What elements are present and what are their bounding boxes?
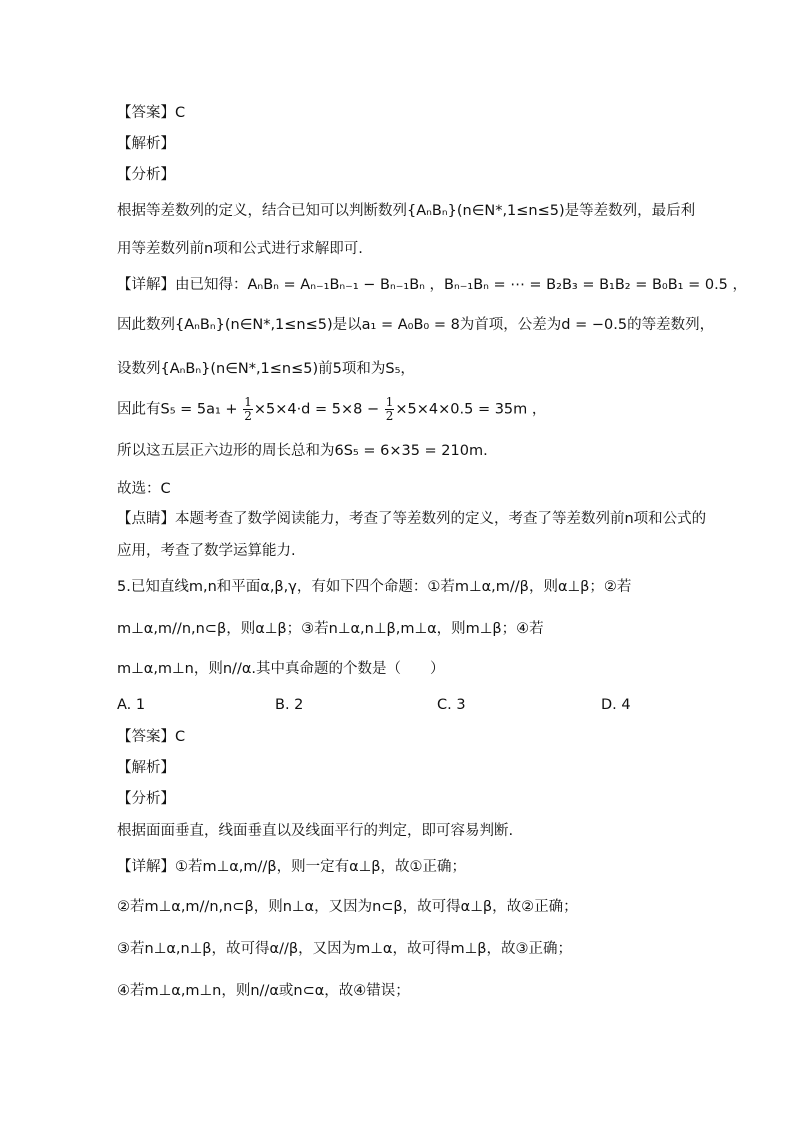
- option-c: C. 3: [437, 697, 466, 713]
- answer-label-2: 【答案】C: [117, 729, 186, 745]
- detail-text-1: 【详解】由已知得：AₙBₙ = Aₙ₋₁Bₙ₋₁ − Bₙ₋₁Bₙ ，Bₙ₋₁Bₙ = ⋯ = B₂B₃ = B₁B₂ = B₀B₁ = 0.5 ，: [117, 277, 748, 293]
- analysis-sub-label-2: 【分析】: [117, 791, 175, 807]
- option-b: B. 2: [275, 697, 304, 713]
- analysis-label-2: 【解析】: [117, 760, 175, 776]
- fraction-1: [243, 396, 253, 423]
- analysis-text-3: 根据面面垂直，线面垂直以及线面平行的判定，即可容易判断.: [117, 823, 514, 839]
- formula-middle: ×5×4·d = 5×8 −: [253, 401, 384, 418]
- fraction-2: [385, 396, 395, 423]
- fraction-1-denominator: 2: [244, 409, 252, 423]
- question-5-line-3: m⊥α,m⊥n，则n//α.其中真命题的个数是（ ）: [117, 661, 445, 677]
- analysis-text-2: 用等差数列前n项和公式进行求解即可.: [117, 241, 363, 257]
- formula-line: [117, 396, 677, 423]
- answer-label: 【答案】C: [117, 105, 186, 121]
- fraction-2-numerator: 1: [385, 395, 394, 409]
- option-a: A. 1: [117, 697, 146, 713]
- comment-text-2: 应用，考查了数学运算能力.: [117, 543, 296, 559]
- question-5-line-1: 5.已知直线m,n和平面α,β,γ，有如下四个命题：①若m⊥α,m//β，则α⊥β；②若: [117, 579, 632, 595]
- fraction-2-denominator: 2: [385, 409, 394, 423]
- detail-item-2: ②若m⊥α,m//n,n⊂β，则n⊥α，又因为n⊂β，故可得α⊥β，故②正确；: [117, 899, 578, 915]
- perimeter-text: 所以这五层正六边形的周长总和为6S₅ = 6×35 = 210m.: [117, 443, 488, 459]
- detail-item-4: ④若m⊥α,m⊥n，则n//α或n⊂α，故④错误；: [117, 983, 410, 999]
- question-5-line-2: m⊥α,m//n,n⊂β，则α⊥β；③若n⊥α,n⊥β,m⊥α，则m⊥β；④若: [117, 621, 544, 637]
- analysis-text-1: 根据等差数列的定义，结合已知可以判断数列{AₙBₙ}(n∈N*,1≤n≤5)是等差数列，最后利: [117, 203, 696, 219]
- analysis-sub-label: 【分析】: [117, 167, 175, 183]
- fraction-1-numerator: 1: [244, 395, 252, 409]
- formula-tail: ×5×4×0.5 = 35m ，: [395, 401, 547, 418]
- option-d: D. 4: [601, 697, 631, 713]
- analysis-label: 【解析】: [117, 136, 175, 152]
- choice-text: 故选：C: [117, 481, 171, 497]
- detail-item-3: ③若n⊥α,n⊥β，故可得α//β，又因为m⊥α，故可得m⊥β，故③正确；: [117, 941, 572, 957]
- formula-prefix: 因此有S₅ = 5a₁ +: [117, 401, 243, 418]
- detail-text-3: 设数列{AₙBₙ}(n∈N*,1≤n≤5)前5项和为S₅，: [117, 361, 415, 377]
- detail-item-1: 【详解】①若m⊥α,m//β，则一定有α⊥β，故①正确；: [117, 859, 467, 875]
- comment-text-1: 【点睛】本题考查了数学阅读能力，考查了等差数列的定义，考查了等差数列前n项和公式的: [117, 511, 707, 527]
- detail-text-2: 因此数列{AₙBₙ}(n∈N*,1≤n≤5)是以a₁ = A₀B₀ = 8为首项，公差为d = −0.5的等差数列，: [117, 317, 715, 333]
